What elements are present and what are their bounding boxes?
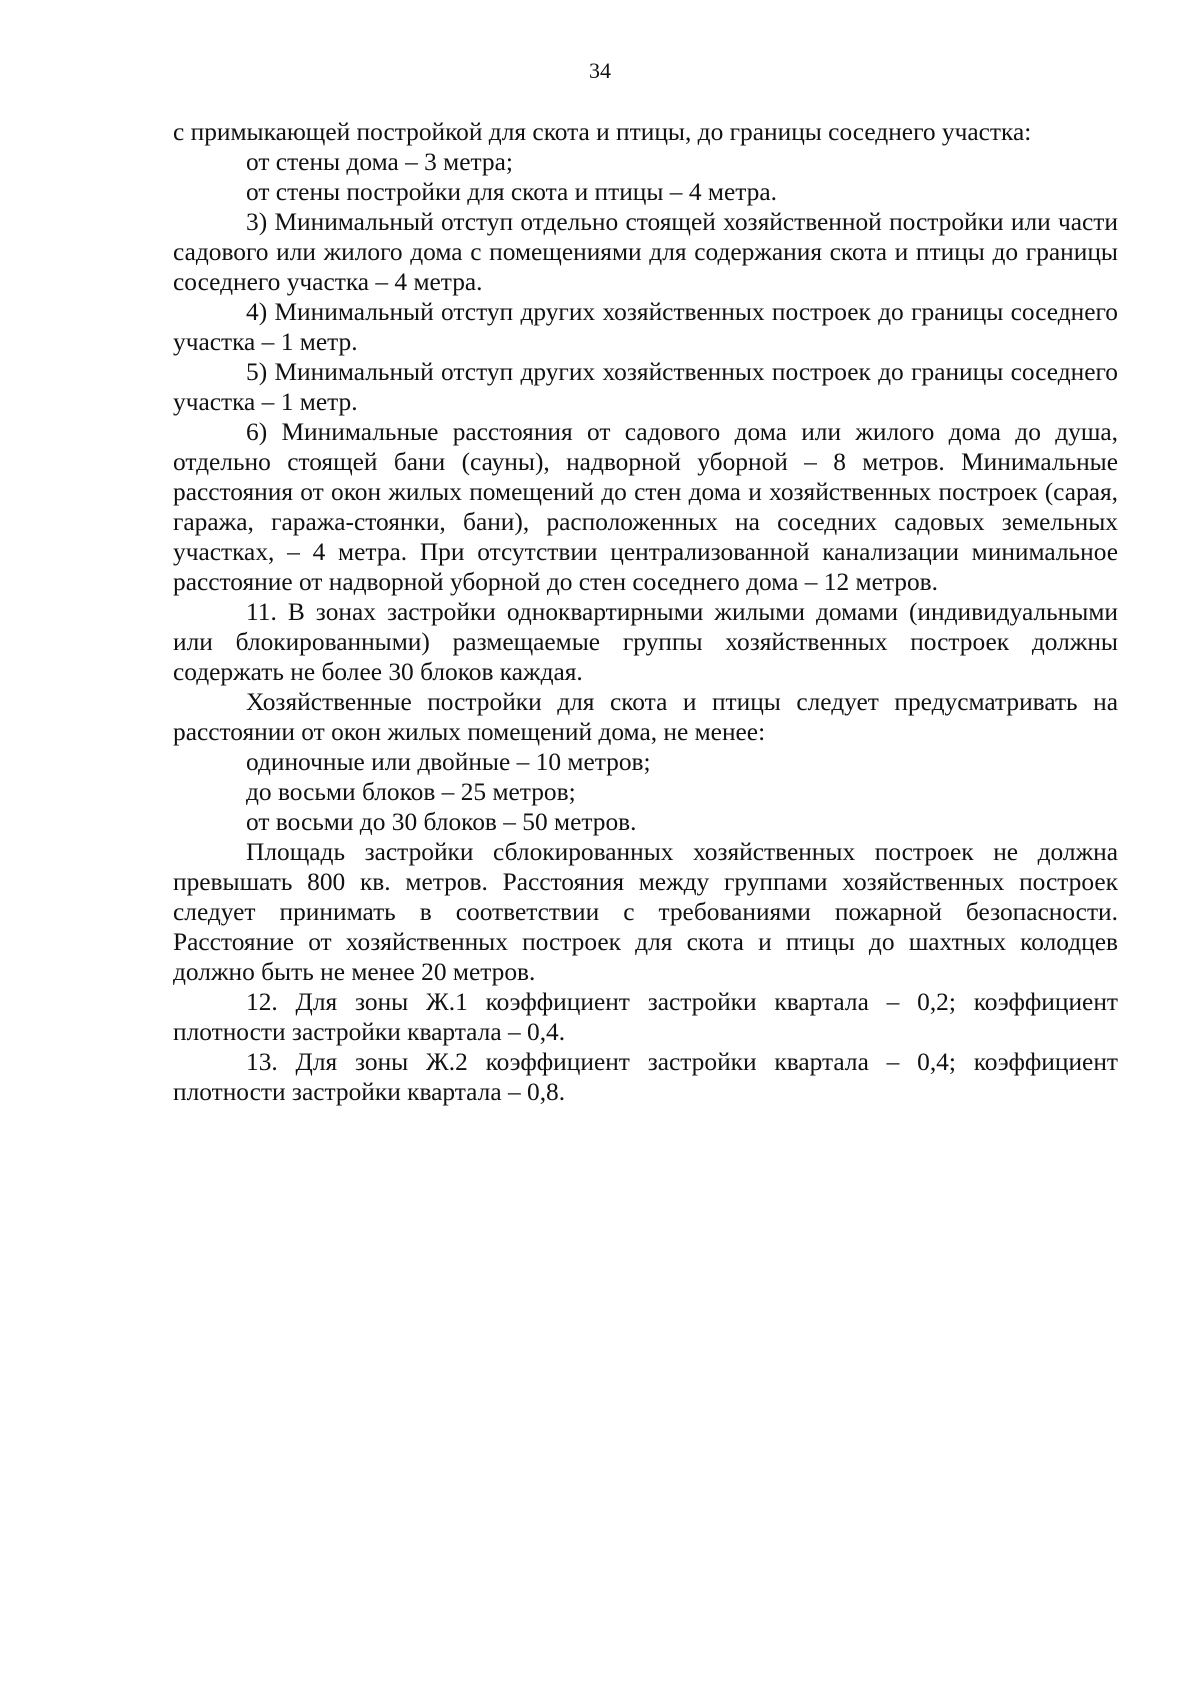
paragraph-house-wall: от стены дома – 3 метра; xyxy=(246,148,513,176)
paragraph-building-area: Площадь застройки сблокированных хозяйственных построек не должна превышать 800 кв. метров. Расстояния между группами хозяйственных построек следует принимать в соответствии с требованиями пожарной безопасности. Расстояние от хозяйственных построек для скота и птицы до шахтных колодцев должно быть не менее 20 метров. xyxy=(173,838,1118,986)
paragraph-livestock-distance: Хозяйственные постройки для скота и птицы следует предусматривать на расстоянии от окон жилых помещений дома, не менее: xyxy=(173,688,1118,746)
paragraph-item-13: 13. Для зоны Ж.2 коэффициент застройки квартала – 0,4; коэффициент плотности застройки квартала – 0,8. xyxy=(173,1048,1118,1106)
paragraph-single-double: одиночные или двойные – 10 метров; xyxy=(246,748,651,776)
paragraph-item-5: 5) Минимальный отступ других хозяйственных построек до границы соседнего участка – 1 метр. xyxy=(173,358,1118,416)
page-number: 34 xyxy=(589,58,611,83)
paragraph-item-12: 12. Для зоны Ж.1 коэффициент застройки квартала – 0,2; коэффициент плотности застройки квартала – 0,4. xyxy=(173,988,1118,1046)
paragraph-continuation: с примыкающей постройкой для скота и птицы, до границы соседнего участка: xyxy=(173,118,1032,146)
paragraph-eight-to-thirty: от восьми до 30 блоков – 50 метров. xyxy=(246,808,637,836)
paragraph-item-4: 4) Минимальный отступ других хозяйственных построек до границы соседнего участка – 1 метр. xyxy=(173,298,1118,356)
paragraph-item-11: 11. В зонах застройки одноквартирными жилыми домами (индивидуальными или блокированными) размещаемые группы хозяйственных построек должны содержать не более 30 блоков каждая. xyxy=(173,598,1118,686)
paragraph-item-6: 6) Минимальные расстояния от садового дома или жилого дома до душа, отдельно стоящей бани (сауны), надворной уборной – 8 метров. Минимальные расстояния от окон жилых помещений до стен дома и хозяйственных построек (сарая, гаража, гаража-стоянки, бани), расположенных на соседних садовых земельных участках, – 4 метра. При отсутствии централизованной канализации минимальное расстояние от надворной уборной до стен соседнего дома – 12 метров. xyxy=(173,418,1118,596)
paragraph-up-to-eight: до восьми блоков – 25 метров; xyxy=(246,778,576,806)
paragraph-livestock-wall: от стены постройки для скота и птицы – 4 метра. xyxy=(246,178,777,206)
document-body xyxy=(173,117,1118,1107)
paragraph-item-3: 3) Минимальный отступ отдельно стоящей хозяйственной постройки или части садового или жилого дома с помещениями для содержания скота и птицы до границы соседнего участка – 4 метра. xyxy=(173,208,1118,296)
